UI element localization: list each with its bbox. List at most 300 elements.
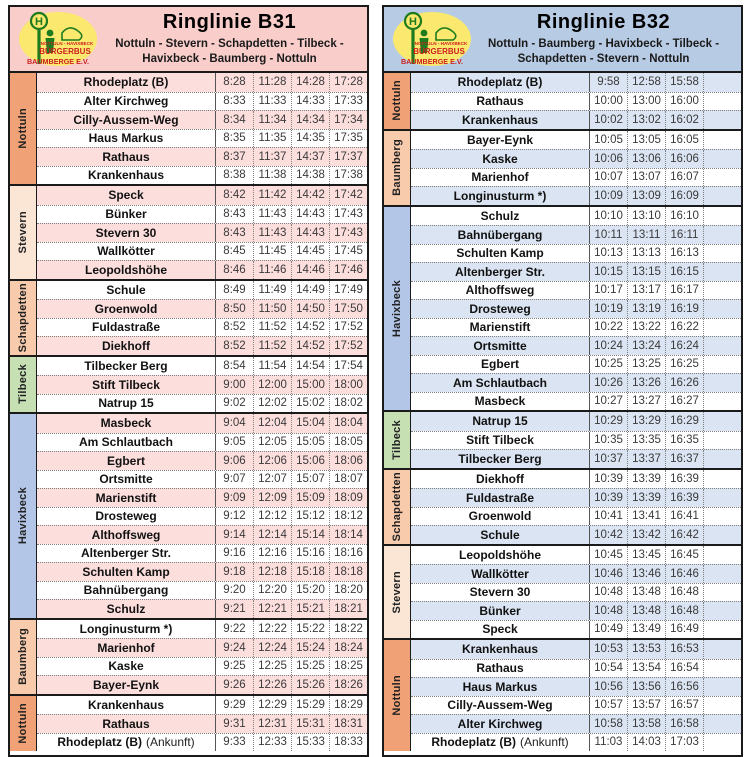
station-name: Alter Kirchweg [83, 94, 169, 109]
station-name: Cilly-Aussem-Weg [73, 112, 179, 127]
time-cell: 13:48 [627, 602, 665, 620]
time-cell: 13:26 [627, 374, 665, 392]
timetable-row [411, 225, 741, 244]
time-cell: 13:11 [627, 226, 665, 244]
time-cell: 13:53 [627, 640, 665, 659]
timetable-route-b31 [102, 37, 357, 67]
time-cell: 18:04 [329, 414, 367, 433]
time-cell: 14:43 [291, 206, 329, 224]
time-cell: 13:42 [627, 526, 665, 544]
time-cell: 8:38 [215, 167, 253, 185]
station-name: Rhodeplatz (B) [57, 735, 142, 750]
time-cell [703, 584, 741, 602]
time-cell: 15:07 [291, 471, 329, 489]
station-cell [411, 432, 589, 450]
timetable-row [37, 166, 367, 185]
time-cell: 12:22 [253, 620, 291, 639]
time-cell: 16:27 [665, 393, 703, 411]
time-cell [703, 715, 741, 733]
time-cell: 16:39 [665, 470, 703, 489]
time-cell: 13:22 [627, 319, 665, 337]
time-cell: 14:45 [291, 243, 329, 261]
time-cell: 14:35 [291, 130, 329, 148]
station-name: Speck [482, 622, 518, 637]
time-cell: 11:37 [253, 148, 291, 166]
time-cell [703, 489, 741, 507]
station-cell [411, 337, 589, 355]
station-name: Kaske [482, 151, 518, 166]
station-name: Stift Tilbeck [466, 433, 534, 448]
time-cell: 17:52 [329, 319, 367, 337]
time-cell: 18:09 [329, 489, 367, 507]
time-cell: 18:05 [329, 434, 367, 452]
time-cell: 15:06 [291, 452, 329, 470]
time-cell: 12:58 [627, 73, 665, 92]
station-name: Stevern 30 [95, 225, 157, 240]
section-rows [411, 546, 741, 639]
timetable-row [37, 675, 367, 694]
section-nottuln [10, 694, 367, 752]
time-cell: 13:39 [627, 489, 665, 507]
time-cell: 13:24 [627, 337, 665, 355]
time-cell: 9:02 [215, 395, 253, 413]
timetable-row [37, 73, 367, 92]
time-cell: 9:05 [215, 434, 253, 452]
time-cell: 15:22 [291, 620, 329, 639]
time-cell: 17:46 [329, 261, 367, 279]
time-cell [703, 621, 741, 639]
logo-name-line1: BÜRGERBUS [413, 47, 465, 56]
timetable-row [37, 451, 367, 470]
section-name: Nottuln [17, 108, 29, 149]
time-cell: 13:35 [627, 432, 665, 450]
timetable-row [411, 431, 741, 450]
section-nottuln [384, 73, 741, 129]
time-cell: 16:41 [665, 508, 703, 526]
time-cell: 10:00 [589, 93, 627, 111]
time-cell: 10:13 [589, 245, 627, 263]
time-cell [703, 602, 741, 620]
time-cell [703, 169, 741, 187]
station-cell [37, 489, 215, 507]
station-name: Schulz [480, 208, 520, 223]
time-cell: 17:03 [665, 734, 703, 752]
time-cell: 13:39 [627, 470, 665, 489]
time-cell: 12:02 [253, 395, 291, 413]
time-cell: 15:05 [291, 434, 329, 452]
time-cell: 9:16 [215, 545, 253, 563]
timetable-row [411, 168, 741, 187]
timetable-row [37, 599, 367, 618]
station-name: Natrup 15 [98, 396, 154, 411]
station-cell [37, 130, 215, 148]
time-cell: 17:54 [329, 357, 367, 376]
time-cell: 10:17 [589, 282, 627, 300]
time-cell: 16:35 [665, 432, 703, 450]
station-name: Masbeck [100, 416, 152, 431]
time-cell [703, 263, 741, 281]
timetable-row [411, 601, 741, 620]
time-cell [703, 432, 741, 450]
time-cell: 10:39 [589, 470, 627, 489]
buergerbus-logo [10, 9, 102, 69]
station-cell [411, 526, 589, 544]
timetable-row [37, 394, 367, 413]
timetable-row [37, 205, 367, 224]
station-name: Drosteweg [95, 509, 157, 524]
timetable-body-b32 [384, 73, 741, 751]
time-cell: 10:25 [589, 356, 627, 374]
timetable-row [411, 564, 741, 583]
time-cell: 9:18 [215, 563, 253, 581]
time-cell: 10:11 [589, 226, 627, 244]
buergerbus-logo-icon [12, 9, 100, 69]
section-name: Tilbeck [391, 419, 403, 460]
section-label [384, 412, 411, 468]
time-cell: 13:13 [627, 245, 665, 263]
time-cell: 16:00 [665, 93, 703, 111]
timetable-row [411, 677, 741, 696]
timetable-row [411, 73, 741, 92]
time-cell: 8:37 [215, 148, 253, 166]
time-cell: 14:43 [291, 224, 329, 242]
timetable-row [37, 488, 367, 507]
time-cell: 17:50 [329, 300, 367, 318]
time-cell: 11:49 [253, 281, 291, 300]
time-cell: 10:39 [589, 489, 627, 507]
time-cell: 14:46 [291, 261, 329, 279]
section-label [10, 357, 37, 413]
time-cell: 12:20 [253, 582, 291, 600]
time-cell [703, 697, 741, 715]
timetable-row [411, 488, 741, 507]
section-rows [37, 357, 367, 413]
station-cell [411, 734, 589, 752]
time-cell: 17:35 [329, 130, 367, 148]
time-cell: 10:26 [589, 374, 627, 392]
time-cell [703, 319, 741, 337]
time-cell: 14:42 [291, 186, 329, 205]
station-cell [37, 452, 215, 470]
station-cell [411, 697, 589, 715]
time-cell [703, 565, 741, 583]
time-cell: 11:45 [253, 243, 291, 261]
time-cell [703, 678, 741, 696]
time-cell: 10:27 [589, 393, 627, 411]
station-name: Stift Tilbeck [92, 377, 160, 392]
section-label [384, 73, 411, 129]
timetable-row [411, 583, 741, 602]
section-name: Baumberg [17, 628, 29, 685]
time-cell: 13:06 [627, 150, 665, 168]
time-cell: 10:02 [589, 111, 627, 129]
section-stevern [10, 184, 367, 279]
time-cell: 18:25 [329, 658, 367, 676]
station-cell [411, 207, 589, 226]
station-name: Krankenhaus [87, 697, 165, 712]
route-line2: Schapdetten - Stevern - Nottuln [517, 53, 690, 65]
station-name: Longinusturm *) [79, 621, 173, 636]
station-cell [411, 450, 589, 468]
time-cell: 18:12 [329, 508, 367, 526]
time-cell [703, 508, 741, 526]
section-schapdetten [10, 279, 367, 355]
section-havixbeck [10, 412, 367, 618]
timetable-row [411, 525, 741, 544]
station-cell [37, 734, 215, 752]
timetable-row [37, 375, 367, 394]
time-cell: 14:49 [291, 281, 329, 300]
section-label [384, 131, 411, 205]
time-cell: 18:07 [329, 471, 367, 489]
logo-name-line2: BAUMBERGE E.V. [400, 57, 464, 66]
time-cell: 16:46 [665, 565, 703, 583]
time-cell: 9:22 [215, 620, 253, 639]
time-cell: 11:28 [253, 73, 291, 92]
time-cell [703, 131, 741, 150]
time-cell: 8:49 [215, 281, 253, 300]
section-name: Havixbeck [17, 487, 29, 545]
station-name: Drosteweg [469, 301, 531, 316]
station-name: Marienstift [469, 320, 531, 335]
station-cell [37, 167, 215, 185]
time-cell: 14:50 [291, 300, 329, 318]
section-name: Tilbeck [17, 364, 29, 405]
time-cell: 11:52 [253, 337, 291, 355]
station-name: Schule [480, 527, 520, 542]
buergerbus-logo [384, 9, 476, 69]
timetable-header-b31 [10, 7, 367, 73]
time-cell: 12:31 [253, 715, 291, 733]
time-cell: 10:46 [589, 565, 627, 583]
time-cell: 10:29 [589, 412, 627, 431]
station-cell [37, 186, 215, 205]
time-cell: 12:07 [253, 471, 291, 489]
time-cell: 8:42 [215, 186, 253, 205]
time-cell: 14:37 [291, 148, 329, 166]
time-cell: 10:06 [589, 150, 627, 168]
time-cell: 15:24 [291, 639, 329, 657]
timetable-row [411, 149, 741, 168]
time-cell [703, 470, 741, 489]
bus-stop-h: H [35, 16, 43, 28]
station-name: Marienhof [97, 640, 155, 655]
time-cell: 9:24 [215, 639, 253, 657]
station-name: Bünker [479, 603, 521, 618]
time-cell: 9:00 [215, 376, 253, 394]
time-cell [703, 187, 741, 205]
station-cell [411, 282, 589, 300]
section-rows [411, 131, 741, 205]
station-cell [411, 319, 589, 337]
section-nottuln [10, 73, 367, 184]
time-cell [703, 734, 741, 752]
station-cell [37, 357, 215, 376]
section-tilbeck [10, 355, 367, 413]
timetable-row [37, 129, 367, 148]
time-cell [703, 93, 741, 111]
timetable-row [411, 470, 741, 489]
section-rows [411, 470, 741, 544]
time-cell: 15:58 [665, 73, 703, 92]
station-name: Leopoldshöhe [85, 262, 167, 277]
time-cell: 13:56 [627, 678, 665, 696]
station-cell [411, 111, 589, 129]
timetable-row [411, 714, 741, 733]
timetable-row [411, 412, 741, 431]
time-cell: 14:52 [291, 337, 329, 355]
timetable-row [37, 562, 367, 581]
time-cell: 13:00 [627, 93, 665, 111]
time-cell: 13:48 [627, 584, 665, 602]
station-name: Leopoldshöhe [459, 547, 541, 562]
time-cell: 13:29 [627, 412, 665, 431]
section-name: Baumberg [391, 139, 403, 196]
station-name: Natrup 15 [472, 414, 528, 429]
bus-stop-h: H [409, 16, 417, 28]
station-name: Fuldastraße [91, 320, 160, 335]
time-cell: 8:52 [215, 337, 253, 355]
time-cell [703, 356, 741, 374]
timetable-row [411, 281, 741, 300]
time-cell: 9:58 [589, 73, 627, 92]
time-cell: 15:14 [291, 526, 329, 544]
time-cell [703, 111, 741, 129]
time-cell: 17:33 [329, 93, 367, 111]
station-name: Diekhoff [476, 471, 524, 486]
station-cell [411, 263, 589, 281]
timetable-row [411, 92, 741, 111]
station-cell [37, 715, 215, 733]
section-rows [37, 696, 367, 752]
station-name: Tilbecker Berg [458, 451, 542, 466]
timetable-row [37, 242, 367, 261]
timetable-row [411, 392, 741, 411]
time-cell: 10:09 [589, 187, 627, 205]
station-name: Am Schlautbach [452, 375, 548, 390]
time-cell [703, 660, 741, 678]
station-cell [37, 281, 215, 300]
time-cell: 13:57 [627, 697, 665, 715]
station-cell [411, 93, 589, 111]
station-cell [411, 715, 589, 733]
station-cell [411, 73, 589, 92]
station-cell [37, 111, 215, 129]
section-stevern [384, 544, 741, 639]
timetable-row [37, 147, 367, 166]
time-cell [703, 282, 741, 300]
station-cell [411, 150, 589, 168]
station-cell [37, 582, 215, 600]
timetable-row [37, 657, 367, 676]
time-cell: 14:28 [291, 73, 329, 92]
header-text-b31 [102, 11, 367, 67]
time-cell: 10:41 [589, 508, 627, 526]
time-cell: 10:15 [589, 263, 627, 281]
section-label [10, 73, 37, 184]
station-name: Egbert [106, 453, 145, 468]
station-name: Bünker [105, 207, 147, 222]
station-cell [37, 563, 215, 581]
station-name: Kaske [108, 659, 144, 674]
station-name: Rathaus [476, 661, 524, 676]
time-cell: 15:16 [291, 545, 329, 563]
station-cell [411, 412, 589, 431]
section-rows [37, 281, 367, 355]
station-name: Haus Markus [462, 679, 538, 694]
station-suffix: (Ankunft) [519, 735, 569, 750]
station-cell [411, 565, 589, 583]
timetable-title-b31: Ringlinie B31 [162, 11, 297, 34]
station-cell [37, 319, 215, 337]
station-name: Schule [106, 282, 146, 297]
timetable-row [37, 260, 367, 279]
timetable-row [411, 546, 741, 565]
time-cell: 16:42 [665, 526, 703, 544]
time-cell: 13:19 [627, 300, 665, 318]
time-cell: 12:21 [253, 600, 291, 618]
time-cell: 8:46 [215, 261, 253, 279]
timetable-row [37, 414, 367, 433]
station-name: Groenwold [94, 301, 158, 316]
person-icon [47, 30, 54, 37]
timetable-row [411, 299, 741, 318]
time-cell: 15:04 [291, 414, 329, 433]
time-cell: 16:57 [665, 697, 703, 715]
timetable-row [37, 620, 367, 639]
time-cell: 18:18 [329, 563, 367, 581]
time-cell [703, 300, 741, 318]
station-cell [37, 261, 215, 279]
station-name: Rathaus [476, 94, 524, 109]
station-name: Schulten Kamp [82, 564, 170, 579]
time-cell: 16:26 [665, 374, 703, 392]
time-cell: 18:20 [329, 582, 367, 600]
station-name: Rhodeplatz (B) [83, 75, 169, 90]
station-cell [411, 300, 589, 318]
station-name: Tilbecker Berg [84, 358, 168, 373]
section-rows [37, 186, 367, 279]
time-cell: 9:29 [215, 696, 253, 715]
station-cell [37, 508, 215, 526]
station-cell [37, 93, 215, 111]
timetable-row [411, 373, 741, 392]
station-cell [37, 395, 215, 413]
station-name: Krankenhaus [461, 112, 539, 127]
time-cell: 12:14 [253, 526, 291, 544]
station-cell [411, 169, 589, 187]
timetable-row [37, 281, 367, 300]
time-cell: 18:21 [329, 600, 367, 618]
time-cell: 18:22 [329, 620, 367, 639]
section-baumberg [384, 129, 741, 205]
time-cell: 16:48 [665, 584, 703, 602]
time-cell: 13:37 [627, 450, 665, 468]
timetable-title-b32: Ringlinie B32 [536, 11, 671, 34]
time-cell: 17:43 [329, 206, 367, 224]
timetable-row [411, 262, 741, 281]
timetable-row [411, 110, 741, 129]
time-cell: 16:45 [665, 546, 703, 565]
time-cell: 17:37 [329, 148, 367, 166]
station-cell [37, 206, 215, 224]
station-cell [37, 658, 215, 676]
station-cell [37, 471, 215, 489]
time-cell: 18:16 [329, 545, 367, 563]
time-cell: 17:38 [329, 167, 367, 185]
section-name: Schapdetten [17, 282, 29, 353]
station-cell [411, 470, 589, 489]
